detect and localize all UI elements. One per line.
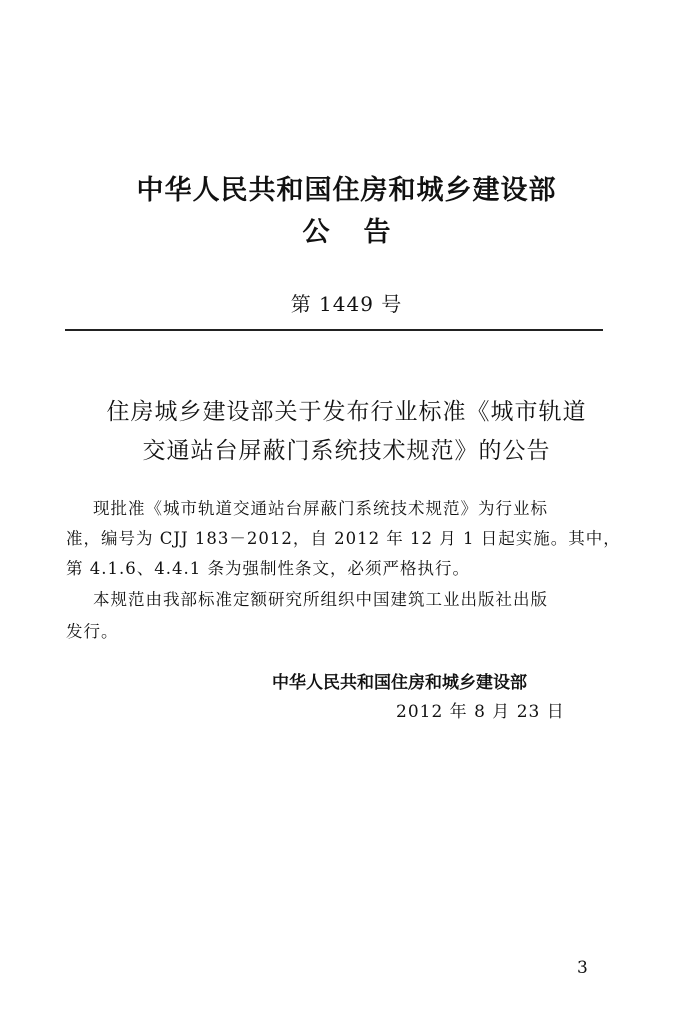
- headline-line-1: 住房城乡建设部关于发布行业标准《城市轨道: [106, 399, 587, 425]
- headline-line-2: 交通站台屏蔽门系统技术规范》的公告: [142, 438, 551, 464]
- announcement-number: 第 1449 号: [290, 292, 403, 316]
- body-paragraph-2-line-1: 本规范由我部标准定额研究所组织中国建筑工业出版社出版: [93, 590, 548, 609]
- issue-date: 2012 年 8 月 23 日: [396, 702, 565, 722]
- body-paragraph-1-line-3: 第 4.1.6、4.4.1 条为强制性条文，必须严格执行。: [66, 559, 470, 578]
- notice-title: 公告: [302, 217, 425, 248]
- body-paragraph-1-line-2: 准，编号为 CJJ 183－2012，自 2012 年 12 月 1 日起实施。其中，: [66, 529, 621, 548]
- body-paragraph-1-line-1: 现批准《城市轨道交通站台屏蔽门系统技术规范》为行业标: [93, 499, 548, 518]
- body-paragraph-2-line-2: 发行。: [66, 622, 119, 641]
- ministry-title: 中华人民共和国住房和城乡建设部: [136, 175, 557, 206]
- header-divider: [65, 329, 603, 331]
- issuer-signature: 中华人民共和国住房和城乡建设部: [272, 673, 527, 693]
- page-number: 3: [577, 958, 588, 978]
